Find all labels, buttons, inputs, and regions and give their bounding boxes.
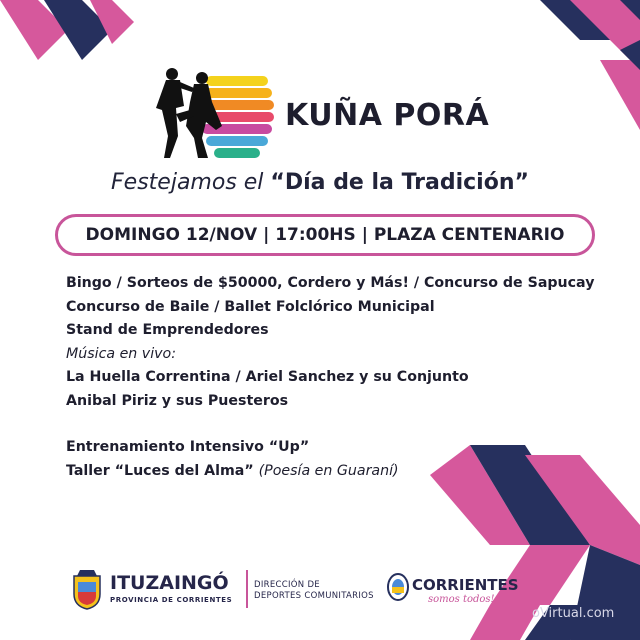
activity-line: Stand de Emprendedores	[66, 322, 269, 338]
city-name: ITUZAINGÓ	[110, 572, 229, 594]
activities-list	[66, 272, 606, 483]
direction-line: DIRECCIÓN DE	[254, 580, 320, 590]
corrientes-seal-icon	[386, 572, 410, 606]
activity-line: Anibal Piriz y sus Puesteros	[66, 392, 289, 409]
watermark: oVirtual.com	[532, 606, 615, 621]
decor-top-left	[0, 0, 140, 60]
subtitle-light: Festejamos el	[111, 170, 271, 195]
direction-name	[254, 580, 374, 602]
decor-top-right	[530, 0, 640, 130]
activity-line	[66, 460, 606, 484]
brand-name: KUÑA PORÁ	[285, 98, 490, 133]
logo-block	[150, 66, 510, 166]
activity-line: Bingo / Sorteos de $50000, Cordero y Más! / Concurso de Sapucay	[66, 275, 595, 291]
province-tagline: somos todos!	[428, 594, 495, 605]
activity-line: Entrenamiento Intensivo “Up”	[66, 439, 310, 455]
city-subtitle: PROVINCIA DE CORRIENTES	[110, 596, 233, 604]
event-subtitle	[0, 170, 640, 195]
music-label: Música en vivo:	[66, 345, 176, 362]
activity-line: Concurso de Baile / Ballet Folclórico Municipal	[66, 298, 435, 315]
ituzaingo-shield-icon	[70, 570, 104, 614]
activity-line: La Huella Correntina / Ariel Sanchez y su Conjunto	[66, 369, 469, 385]
sponsors-footer	[70, 568, 519, 612]
province-name: CORRIENTES	[412, 576, 519, 594]
direction-line: DEPORTES COMUNITARIOS	[254, 591, 374, 601]
dancers-sun-logo-icon	[150, 66, 275, 170]
subtitle-bold: “Día de la Tradición”	[270, 170, 529, 195]
workshop-title: Taller “Luces del Alma”	[66, 462, 259, 479]
event-details-pill: DOMINGO 12/NOV | 17:00HS | PLAZA CENTENARIO	[55, 214, 595, 256]
workshop-note: (Poesía en Guaraní)	[258, 462, 399, 479]
footer-divider	[246, 570, 248, 608]
